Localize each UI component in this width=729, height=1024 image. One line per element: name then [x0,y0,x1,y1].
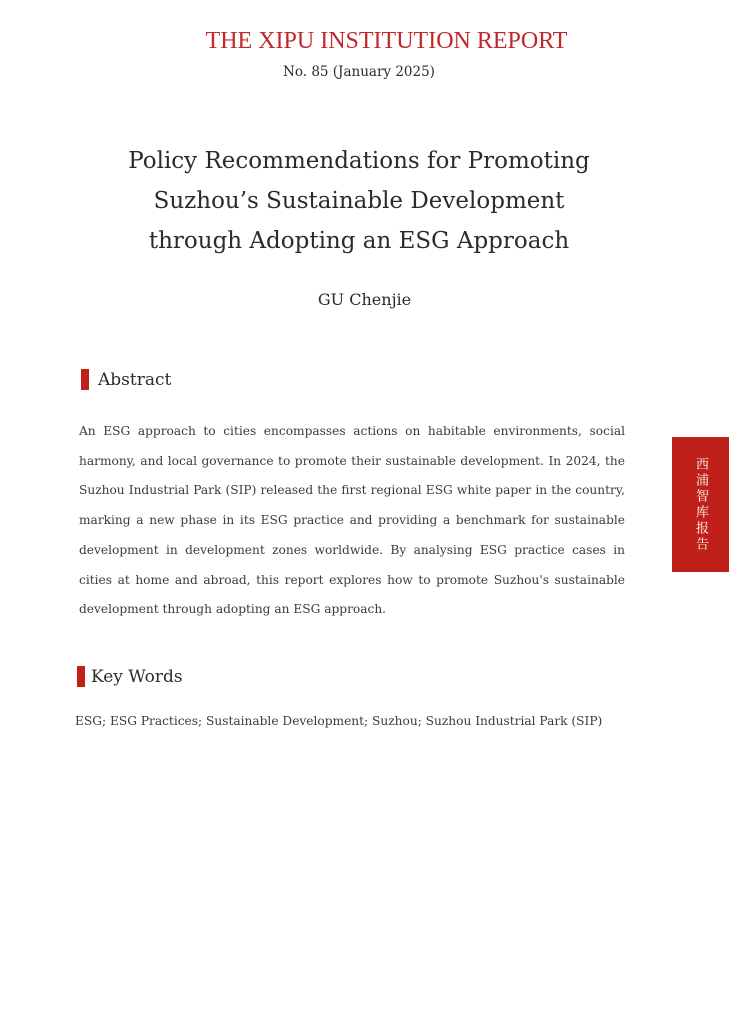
institution-name: THE XIPU INSTITUTION REPORT [205,28,568,54]
abstract-text: An ESG approach to cities encompasses actions on habitable environments, social harmony, and local governance to promote their sustainable development. In 2024, the Suzhou Industrial Park (SIP) released the first regional ESG white paper in the country, marking a new phase in its ESG practice and providing a benchmark for sustainable development in development zones worldwide. By analysing ESG practice cases in cities at home and abroad, this report explores how to promote Suzhou's sustainable development through adopting an ESG approach. [79,424,625,617]
report-title-line: Suzhou’s Sustainable Development [153,188,565,214]
report-title [0,141,718,261]
issue-number: No. 85 (January 2025) [283,64,435,80]
keywords-heading [77,666,183,687]
section-marker [81,369,89,390]
report-title-line: through Adopting an ESG Approach [148,228,570,254]
keywords-text: ESG; ESG Practices; Sustainable Development; Suzhou; Suzhou Industrial Park (SIP) [75,714,603,728]
keywords-heading-label: Key Words [91,666,183,687]
abstract-heading-label: Abstract [98,369,172,390]
side-tab [672,437,729,572]
report-title-line: Policy Recommendations for Promoting [128,148,590,174]
author-name: GU Chenjie [317,290,412,309]
section-marker [77,666,85,687]
side-tab-label: 西浦智库报告 [693,456,708,553]
abstract-heading [81,369,171,390]
